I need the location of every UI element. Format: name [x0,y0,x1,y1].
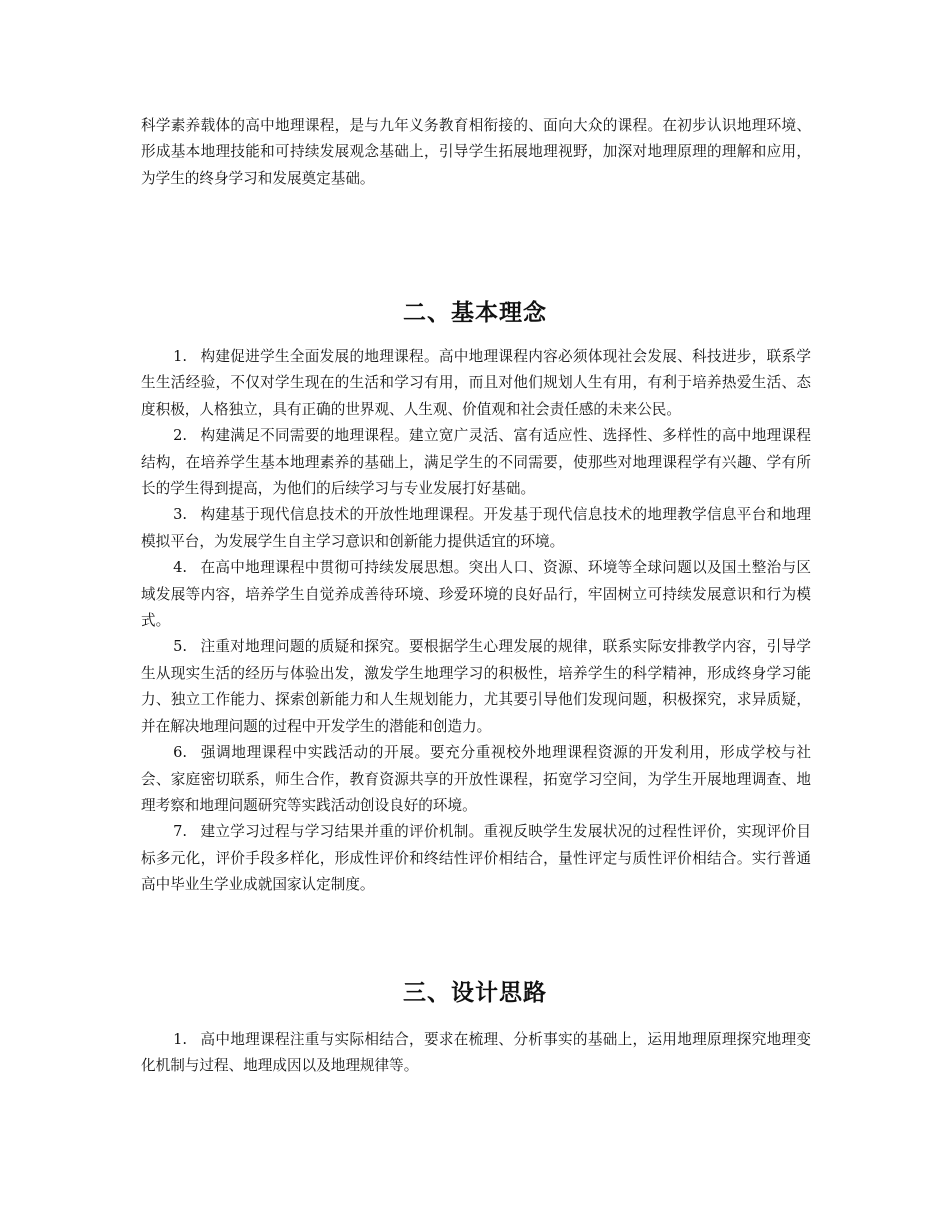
item-text: 构建基于现代信息技术的开放性地理课程。开发基于现代信息技术的地理教学信息平台和地理模拟平台，为发展学生自主学习意识和创新能力提供适宜的环境。 [141,506,811,550]
item-text: 高中地理课程注重与实际相结合，要求在梳理、分析事实的基础上，运用地理原理探究地理变化机制与过程、地理成因以及地理规律等。 [141,1031,811,1075]
list-item [141,819,811,898]
item-number: 4. [173,559,188,577]
item-text: 建立学习过程与学习结果并重的评价机制。重视反映学生发展状况的过程性评价，实现评价目标多元化，评价手段多样化，形成性评价和终结性评价相结合，量性评定与质性评价相结合。实行普通高中毕业生学业成就国家认定制度。 [141,823,811,894]
item-number: 3. [173,506,188,524]
list-item [141,740,811,819]
item-text: 构建促进学生全面发展的地理课程。高中地理课程内容必须体现社会发展、科技进步，联系学生生活经验，不仅对学生现在的生活和学习有用，而且对他们规划人生有用，有利于培养热爱生活、态度积极，人格独立，具有正确的世界观、人生观、价值观和社会责任感的未来公民。 [141,348,811,418]
item-number: 7. [173,823,188,841]
item-text: 在高中地理课程中贯彻可持续发展思想。突出人口、资源、环境等全球问题以及国土整治与区域发展等内容，培养学生自觉养成善待环境、珍爱环境的良好品行，牢固树立可持续发展意识和行为模式。 [141,559,811,630]
list-item [141,555,811,634]
item-text: 注重对地理问题的质疑和探究。要根据学生心理发展的规律，联系实际安排教学内容，引导学生从现实生活的经历与体验出发，激发学生地理学习的积极性，培养学生的科学精神，形成终身学习能力、独立工作能力、探索创新能力和人生规划能力，尤其要引导他们发现问题，积极探究，求异质疑，并在解决地理问题的过程中开发学生的潜能和创造力。 [141,638,811,735]
item-number: 1. [173,348,188,365]
item-number: 2. [173,427,188,445]
section-heading-basic-ideas: 二、基本理念 [403,300,547,326]
basic-ideas-list [141,344,811,899]
item-text: 强调地理课程中实践活动的开展。要充分重视校外地理课程资源的开发利用，形成学校与社会、家庭密切联系，师生合作，教育资源共享的开放性课程，拓宽学习空间，为学生开展地理调查、地理考察和地理问题研究等实践活动创设良好的环境。 [141,744,811,814]
list-item [141,423,811,502]
list-item [141,634,811,740]
intro-paragraph: 科学素养载体的高中地理课程，是与九年义务教育相衔接的、面向大众的课程。在初步认识地理环境、形成基本地理技能和可持续发展观念基础上，引导学生拓展地理视野，加深对地理原理的理解和应用，为学生的终身学习和发展奠定基础。 [141,117,811,187]
item-number: 6. [173,744,188,762]
list-item [141,344,811,423]
list-item [141,502,811,555]
section-heading-design-approach: 三、设计思路 [403,980,547,1006]
item-text: 构建满足不同需要的地理课程。建立宽广灵活、富有适应性、选择性、多样性的高中地理课程结构，在培养学生基本地理素养的基础上，满足学生的不同需要，使那些对地理课程学有兴趣、学有所长的学生得到提高，为他们的后续学习与专业发展打好基础。 [141,427,811,498]
item-number: 1. [173,1031,188,1048]
list-item [141,1027,811,1080]
design-approach-list [141,1027,811,1080]
item-number: 5. [173,638,188,656]
